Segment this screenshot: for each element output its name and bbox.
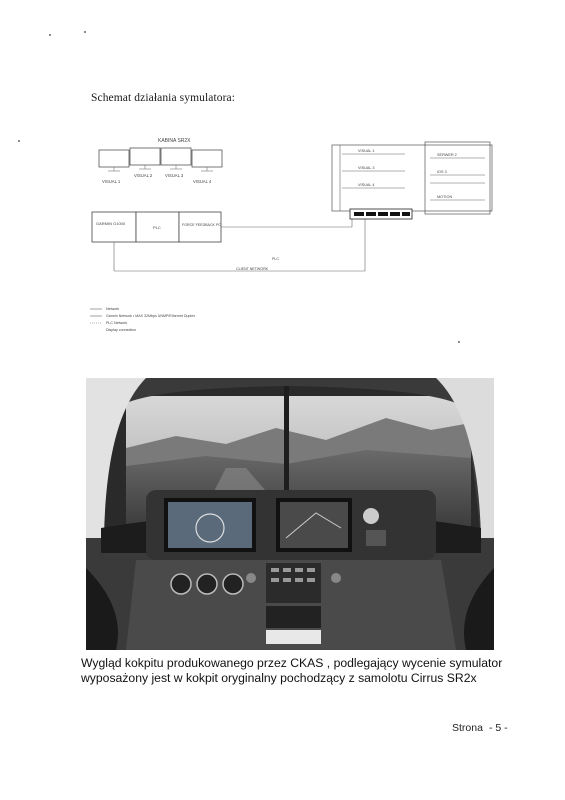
section-heading: Schemat działania symulatora: — [91, 92, 236, 104]
rack-visual-4: VISUAL 4 — [358, 183, 375, 187]
visual-label-4: VISUAL 4 — [193, 179, 212, 184]
legend-item-garmin: Garmin Network • MAX 32Mbps UNMP/Ethernet Duplex — [106, 314, 196, 318]
footer-label: Strona — [452, 722, 483, 734]
rack-visual-3: VISUAL 3 — [358, 166, 375, 170]
monitor-visual-1 — [99, 150, 129, 167]
legend-item-network: Network — [106, 307, 120, 311]
scan-speck — [18, 140, 20, 142]
visual-label-2: VISUAL 2 — [134, 173, 153, 178]
cabin-label: KABINA SR2X — [158, 138, 191, 144]
rack-server-2: SERWER 2 — [437, 153, 457, 157]
page-number: - 5 - — [488, 722, 508, 734]
monitor-visual-2 — [130, 148, 160, 165]
page-footer — [452, 722, 508, 734]
scan-speck — [49, 34, 51, 36]
network-label-client: CLIENT NETWORK — [236, 267, 269, 271]
legend-item-display: Display connection — [106, 328, 137, 332]
photo-caption — [81, 656, 511, 685]
rack-motion: MOTION — [437, 195, 453, 199]
simulator-schematic-diagram — [80, 125, 500, 350]
box-garmin-label: GARMIN G1000 — [96, 221, 126, 226]
network-label-plc: PLC — [272, 257, 279, 261]
visual-label-1: VISUAL 1 — [102, 179, 121, 184]
caption-line-1: Wygląd kokpitu produkowanego przez CKAS , podlegający wycenie symulator — [81, 656, 503, 670]
rack-ios-3: IOS 3 — [437, 170, 447, 174]
monitor-visual-4 — [192, 150, 222, 167]
legend-item-plc: PLC Network — [106, 321, 128, 325]
visual-label-3: VISUAL 3 — [165, 173, 184, 178]
box-garmin — [92, 212, 136, 242]
box-force-feedback — [179, 212, 221, 242]
box-ff-label: FORCE FEEDBACK PC — [182, 223, 221, 227]
rack-visual-1: VISUAL 1 — [358, 149, 375, 153]
monitor-visual-3 — [161, 148, 191, 165]
box-plc-label: PLC — [153, 225, 161, 230]
scan-speck — [84, 31, 86, 33]
cockpit-photo — [86, 378, 494, 650]
caption-line-2: wyposażony jest w kokpit oryginalny pochodzący z samolotu Cirrus SR2x — [81, 670, 477, 685]
